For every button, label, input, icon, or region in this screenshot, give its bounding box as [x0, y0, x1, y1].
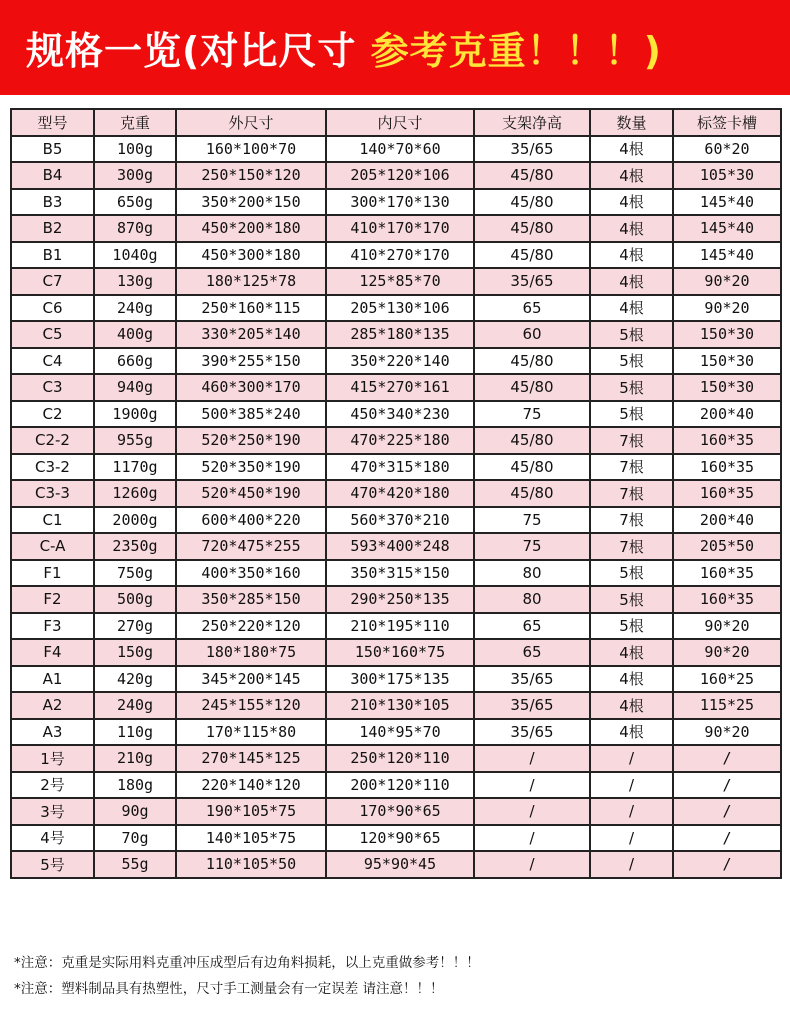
- cell-outer-size: 450*300*180: [176, 242, 326, 269]
- cell-model: C2: [11, 401, 94, 428]
- cell-model: B5: [11, 136, 94, 163]
- table-header-row: [11, 109, 781, 136]
- cell-outer-size: 520*350*190: [176, 454, 326, 481]
- cell-model: C3-2: [11, 454, 94, 481]
- table-row: [11, 454, 781, 481]
- cell-model: C3: [11, 374, 94, 401]
- cell-stand-height: 60: [474, 321, 590, 348]
- cell-stand-height: 35/65: [474, 692, 590, 719]
- cell-outer-size: 220*140*120: [176, 772, 326, 799]
- table-row: [11, 560, 781, 587]
- cell-stand-height: 45/80: [474, 348, 590, 375]
- cell-inner-size: 205*130*106: [326, 295, 474, 322]
- cell-inner-size: 210*130*105: [326, 692, 474, 719]
- cell-outer-size: 180*125*78: [176, 268, 326, 295]
- header-col-weight: 克重: [94, 109, 176, 136]
- cell-label-slot: 90*20: [673, 268, 781, 295]
- cell-model: B4: [11, 162, 94, 189]
- cell-label-slot: 160*35: [673, 480, 781, 507]
- cell-stand-height: 45/80: [474, 480, 590, 507]
- cell-outer-size: 520*250*190: [176, 427, 326, 454]
- cell-label-slot: 160*35: [673, 586, 781, 613]
- cell-outer-size: 450*200*180: [176, 215, 326, 242]
- cell-model: F1: [11, 560, 94, 587]
- cell-outer-size: 330*205*140: [176, 321, 326, 348]
- cell-outer-size: 190*105*75: [176, 798, 326, 825]
- cell-quantity: 5根: [590, 321, 673, 348]
- table-row: [11, 242, 781, 269]
- cell-stand-height: 45/80: [474, 454, 590, 481]
- cell-inner-size: 140*95*70: [326, 719, 474, 746]
- cell-inner-size: 470*420*180: [326, 480, 474, 507]
- cell-model: C3-3: [11, 480, 94, 507]
- cell-stand-height: 45/80: [474, 427, 590, 454]
- cell-inner-size: 140*70*60: [326, 136, 474, 163]
- cell-inner-size: 410*170*170: [326, 215, 474, 242]
- cell-outer-size: 250*220*120: [176, 613, 326, 640]
- footnotes: [14, 950, 480, 1002]
- cell-stand-height: /: [474, 825, 590, 852]
- table-row: [11, 586, 781, 613]
- cell-weight: 1900g: [94, 401, 176, 428]
- cell-outer-size: 600*400*220: [176, 507, 326, 534]
- cell-inner-size: 170*90*65: [326, 798, 474, 825]
- cell-weight: 1260g: [94, 480, 176, 507]
- cell-quantity: 4根: [590, 215, 673, 242]
- cell-outer-size: 350*200*150: [176, 189, 326, 216]
- cell-label-slot: 145*40: [673, 242, 781, 269]
- cell-model: A1: [11, 666, 94, 693]
- cell-model: 5号: [11, 851, 94, 878]
- cell-outer-size: 250*150*120: [176, 162, 326, 189]
- cell-inner-size: 95*90*45: [326, 851, 474, 878]
- cell-label-slot: /: [673, 772, 781, 799]
- table-row: [11, 215, 781, 242]
- cell-label-slot: 145*40: [673, 215, 781, 242]
- cell-model: C6: [11, 295, 94, 322]
- cell-outer-size: 180*180*75: [176, 639, 326, 666]
- cell-stand-height: /: [474, 851, 590, 878]
- table-row: [11, 401, 781, 428]
- cell-stand-height: 75: [474, 401, 590, 428]
- cell-label-slot: 205*50: [673, 533, 781, 560]
- table-row: [11, 533, 781, 560]
- table-row: [11, 798, 781, 825]
- cell-quantity: 4根: [590, 136, 673, 163]
- table-row: [11, 719, 781, 746]
- title-banner: [0, 0, 790, 95]
- table-row: [11, 348, 781, 375]
- cell-model: 3号: [11, 798, 94, 825]
- cell-quantity: /: [590, 745, 673, 772]
- cell-weight: 210g: [94, 745, 176, 772]
- cell-model: A2: [11, 692, 94, 719]
- cell-outer-size: 110*105*50: [176, 851, 326, 878]
- cell-quantity: 4根: [590, 162, 673, 189]
- cell-quantity: 5根: [590, 560, 673, 587]
- cell-outer-size: 170*115*80: [176, 719, 326, 746]
- cell-inner-size: 470*225*180: [326, 427, 474, 454]
- cell-label-slot: 150*30: [673, 374, 781, 401]
- cell-label-slot: /: [673, 745, 781, 772]
- cell-inner-size: 560*370*210: [326, 507, 474, 534]
- cell-weight: 940g: [94, 374, 176, 401]
- cell-model: F3: [11, 613, 94, 640]
- cell-label-slot: 200*40: [673, 507, 781, 534]
- cell-weight: 110g: [94, 719, 176, 746]
- cell-inner-size: 200*120*110: [326, 772, 474, 799]
- cell-quantity: 5根: [590, 613, 673, 640]
- cell-weight: 955g: [94, 427, 176, 454]
- cell-stand-height: 45/80: [474, 374, 590, 401]
- cell-model: F4: [11, 639, 94, 666]
- cell-outer-size: 345*200*145: [176, 666, 326, 693]
- cell-outer-size: 720*475*255: [176, 533, 326, 560]
- table-row: [11, 427, 781, 454]
- cell-weight: 70g: [94, 825, 176, 852]
- cell-inner-size: 205*120*106: [326, 162, 474, 189]
- cell-quantity: 4根: [590, 295, 673, 322]
- cell-inner-size: 210*195*110: [326, 613, 474, 640]
- cell-model: C-A: [11, 533, 94, 560]
- cell-stand-height: 65: [474, 639, 590, 666]
- cell-quantity: 4根: [590, 666, 673, 693]
- cell-stand-height: 45/80: [474, 242, 590, 269]
- cell-weight: 55g: [94, 851, 176, 878]
- cell-weight: 400g: [94, 321, 176, 348]
- cell-inner-size: 350*315*150: [326, 560, 474, 587]
- table-row: [11, 189, 781, 216]
- header-col-inner-size: 内尺寸: [326, 109, 474, 136]
- cell-label-slot: 150*30: [673, 321, 781, 348]
- header-col-stand-height: 支架净高: [474, 109, 590, 136]
- cell-label-slot: 150*30: [673, 348, 781, 375]
- header-col-quantity: 数量: [590, 109, 673, 136]
- cell-stand-height: /: [474, 745, 590, 772]
- cell-quantity: 5根: [590, 586, 673, 613]
- cell-stand-height: 45/80: [474, 215, 590, 242]
- header-col-label-slot: 标签卡槽: [673, 109, 781, 136]
- cell-quantity: 4根: [590, 268, 673, 295]
- cell-weight: 300g: [94, 162, 176, 189]
- cell-outer-size: 520*450*190: [176, 480, 326, 507]
- cell-quantity: /: [590, 772, 673, 799]
- cell-inner-size: 470*315*180: [326, 454, 474, 481]
- cell-weight: 180g: [94, 772, 176, 799]
- cell-outer-size: 140*105*75: [176, 825, 326, 852]
- cell-weight: 2350g: [94, 533, 176, 560]
- table-row: [11, 851, 781, 878]
- cell-quantity: /: [590, 851, 673, 878]
- cell-quantity: 7根: [590, 507, 673, 534]
- cell-quantity: 5根: [590, 374, 673, 401]
- cell-stand-height: 45/80: [474, 189, 590, 216]
- cell-quantity: 4根: [590, 242, 673, 269]
- cell-quantity: 4根: [590, 719, 673, 746]
- cell-stand-height: 75: [474, 507, 590, 534]
- cell-label-slot: 160*35: [673, 427, 781, 454]
- cell-label-slot: 60*20: [673, 136, 781, 163]
- cell-stand-height: /: [474, 798, 590, 825]
- cell-stand-height: 65: [474, 295, 590, 322]
- cell-model: 4号: [11, 825, 94, 852]
- cell-model: A3: [11, 719, 94, 746]
- cell-model: B3: [11, 189, 94, 216]
- cell-stand-height: 45/80: [474, 162, 590, 189]
- cell-model: 2号: [11, 772, 94, 799]
- table-row: [11, 639, 781, 666]
- table-row: [11, 666, 781, 693]
- cell-label-slot: /: [673, 798, 781, 825]
- cell-label-slot: 90*20: [673, 639, 781, 666]
- cell-label-slot: 105*30: [673, 162, 781, 189]
- cell-weight: 870g: [94, 215, 176, 242]
- cell-model: F2: [11, 586, 94, 613]
- cell-quantity: 7根: [590, 427, 673, 454]
- cell-label-slot: /: [673, 851, 781, 878]
- title-main: 规格一览(对比尺寸: [26, 29, 371, 73]
- note-weight: *注意：克重是实际用料克重冲压成型后有边角料损耗，以上克重做参考！！！: [14, 955, 480, 971]
- cell-weight: 2000g: [94, 507, 176, 534]
- cell-weight: 100g: [94, 136, 176, 163]
- cell-label-slot: 90*20: [673, 719, 781, 746]
- cell-weight: 750g: [94, 560, 176, 587]
- cell-quantity: 4根: [590, 692, 673, 719]
- cell-weight: 90g: [94, 798, 176, 825]
- cell-stand-height: 80: [474, 560, 590, 587]
- table-row: [11, 321, 781, 348]
- table-row: [11, 295, 781, 322]
- cell-inner-size: 450*340*230: [326, 401, 474, 428]
- cell-quantity: 7根: [590, 454, 673, 481]
- table-row: [11, 507, 781, 534]
- note-tolerance: *注意：塑料制品具有热塑性，尺寸手工测量会有一定误差 请注意！！！: [14, 981, 444, 997]
- table-row: [11, 162, 781, 189]
- cell-stand-height: 80: [474, 586, 590, 613]
- cell-outer-size: 160*100*70: [176, 136, 326, 163]
- header-col-model: 型号: [11, 109, 94, 136]
- table-row: [11, 772, 781, 799]
- table-row: [11, 136, 781, 163]
- table-row: [11, 268, 781, 295]
- cell-label-slot: 115*25: [673, 692, 781, 719]
- page-title: [26, 20, 662, 75]
- cell-inner-size: 300*170*130: [326, 189, 474, 216]
- cell-inner-size: 150*160*75: [326, 639, 474, 666]
- table-row: [11, 825, 781, 852]
- cell-quantity: 5根: [590, 348, 673, 375]
- cell-weight: 130g: [94, 268, 176, 295]
- cell-weight: 500g: [94, 586, 176, 613]
- table-body: [11, 136, 781, 878]
- header-col-outer-size: 外尺寸: [176, 109, 326, 136]
- table-row: [11, 692, 781, 719]
- cell-quantity: 7根: [590, 533, 673, 560]
- cell-outer-size: 390*255*150: [176, 348, 326, 375]
- cell-model: 1号: [11, 745, 94, 772]
- cell-label-slot: 160*25: [673, 666, 781, 693]
- table-row: [11, 374, 781, 401]
- cell-inner-size: 350*220*140: [326, 348, 474, 375]
- cell-weight: 660g: [94, 348, 176, 375]
- cell-inner-size: 285*180*135: [326, 321, 474, 348]
- cell-outer-size: 400*350*160: [176, 560, 326, 587]
- cell-outer-size: 270*145*125: [176, 745, 326, 772]
- cell-inner-size: 415*270*161: [326, 374, 474, 401]
- cell-quantity: 7根: [590, 480, 673, 507]
- cell-stand-height: 35/65: [474, 719, 590, 746]
- spec-table: [10, 108, 782, 879]
- cell-inner-size: 120*90*65: [326, 825, 474, 852]
- cell-outer-size: 460*300*170: [176, 374, 326, 401]
- cell-quantity: 5根: [590, 401, 673, 428]
- cell-outer-size: 250*160*115: [176, 295, 326, 322]
- cell-quantity: /: [590, 798, 673, 825]
- table-row: [11, 613, 781, 640]
- cell-weight: 240g: [94, 295, 176, 322]
- cell-model: B1: [11, 242, 94, 269]
- cell-model: C7: [11, 268, 94, 295]
- cell-weight: 270g: [94, 613, 176, 640]
- title-highlight: 参考克重！！！): [370, 29, 662, 73]
- cell-inner-size: 250*120*110: [326, 745, 474, 772]
- cell-weight: 1040g: [94, 242, 176, 269]
- cell-weight: 150g: [94, 639, 176, 666]
- cell-label-slot: 160*35: [673, 454, 781, 481]
- cell-weight: 240g: [94, 692, 176, 719]
- cell-weight: 420g: [94, 666, 176, 693]
- cell-quantity: 4根: [590, 639, 673, 666]
- cell-stand-height: 75: [474, 533, 590, 560]
- cell-stand-height: /: [474, 772, 590, 799]
- cell-model: C1: [11, 507, 94, 534]
- cell-outer-size: 350*285*150: [176, 586, 326, 613]
- cell-label-slot: 90*20: [673, 613, 781, 640]
- cell-model: C5: [11, 321, 94, 348]
- cell-stand-height: 35/65: [474, 666, 590, 693]
- cell-model: C2-2: [11, 427, 94, 454]
- cell-inner-size: 300*175*135: [326, 666, 474, 693]
- cell-weight: 650g: [94, 189, 176, 216]
- cell-quantity: 4根: [590, 189, 673, 216]
- cell-quantity: /: [590, 825, 673, 852]
- cell-outer-size: 500*385*240: [176, 401, 326, 428]
- cell-stand-height: 65: [474, 613, 590, 640]
- cell-label-slot: 160*35: [673, 560, 781, 587]
- cell-label-slot: /: [673, 825, 781, 852]
- cell-label-slot: 200*40: [673, 401, 781, 428]
- cell-model: C4: [11, 348, 94, 375]
- cell-label-slot: 145*40: [673, 189, 781, 216]
- cell-model: B2: [11, 215, 94, 242]
- table-row: [11, 745, 781, 772]
- cell-inner-size: 593*400*248: [326, 533, 474, 560]
- cell-inner-size: 290*250*135: [326, 586, 474, 613]
- cell-weight: 1170g: [94, 454, 176, 481]
- cell-inner-size: 410*270*170: [326, 242, 474, 269]
- table-row: [11, 480, 781, 507]
- cell-outer-size: 245*155*120: [176, 692, 326, 719]
- cell-label-slot: 90*20: [673, 295, 781, 322]
- cell-stand-height: 35/65: [474, 268, 590, 295]
- cell-stand-height: 35/65: [474, 136, 590, 163]
- cell-inner-size: 125*85*70: [326, 268, 474, 295]
